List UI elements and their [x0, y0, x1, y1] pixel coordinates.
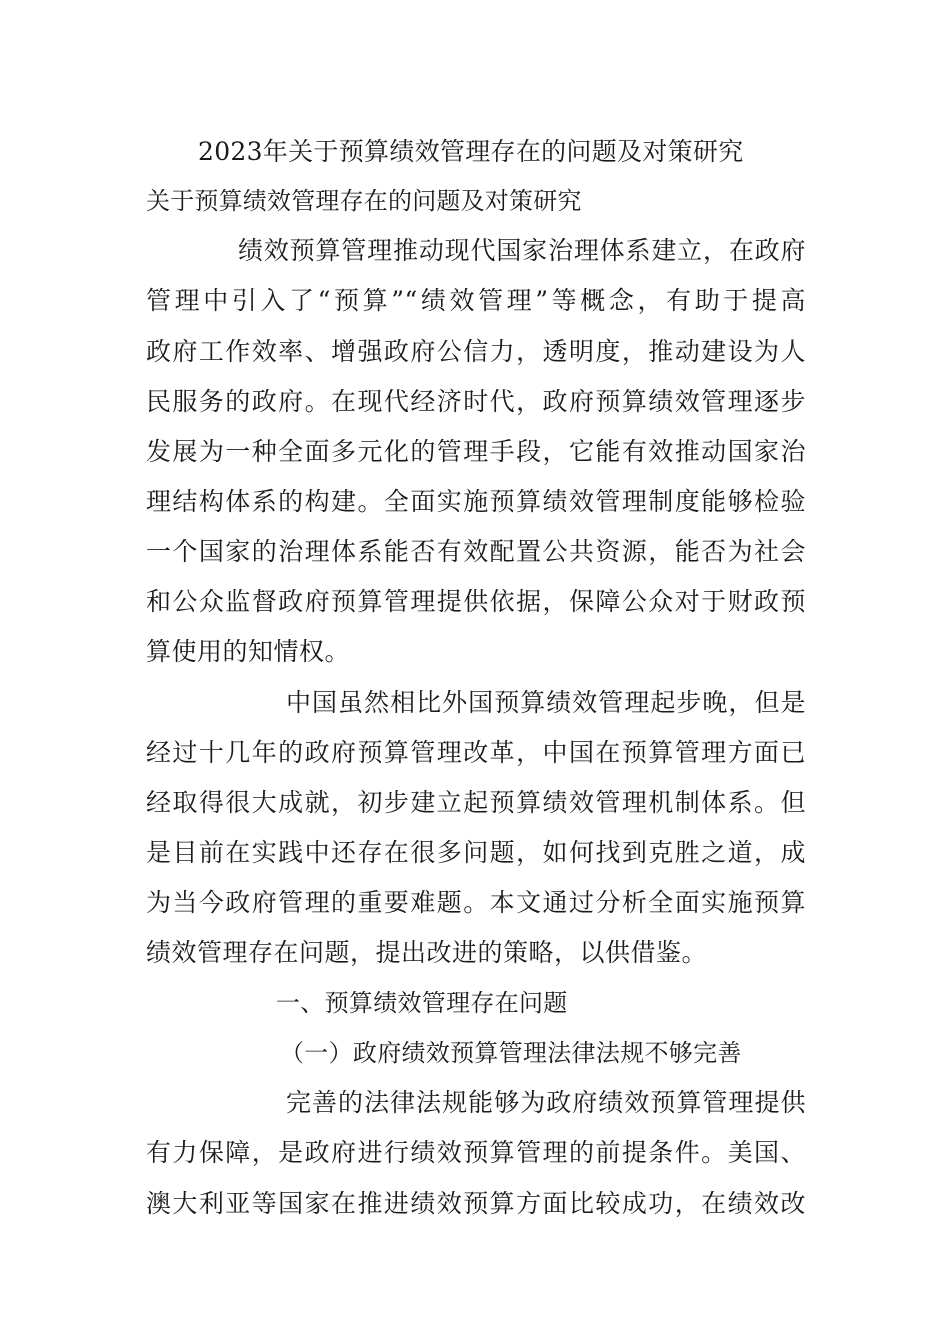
paragraph-1-line-2: 管理中引入了“预算”“绩效管理”等概念，有助于提高	[146, 286, 806, 315]
paragraph-2-line-4: 是目前在实践中还存在很多问题，如何找到克胜之道，成	[146, 838, 806, 867]
paragraph-1-line-8: 和公众监督政府预算管理提供依据，保障公众对于财政预	[146, 587, 806, 616]
paragraph-2-line-5: 为当今政府管理的重要难题。本文通过分析全面实施预算	[146, 888, 806, 917]
section-heading: 一、预算绩效管理存在问题	[276, 989, 568, 1017]
paragraph-2-line-1: 中国虽然相比外国预算绩效管理起步晚，但是	[286, 688, 806, 717]
paragraph-1-line-6: 理结构体系的构建。全面实施预算绩效管理制度能够检验	[146, 487, 806, 516]
subsection-heading: （一）政府绩效预算管理法律法规不够完善	[280, 1039, 742, 1067]
paragraph-3-line-3: 澳大利亚等国家在推进绩效预算方面比较成功，在绩效改	[146, 1189, 806, 1218]
paragraph-2-line-2: 经过十几年的政府预算管理改革，中国在预算管理方面已	[146, 738, 806, 767]
paragraph-3-line-1: 完善的法律法规能够为政府绩效预算管理提供	[286, 1088, 806, 1117]
paragraph-1-line-4: 民服务的政府。在现代经济时代，政府预算绩效管理逐步	[146, 387, 806, 416]
paragraph-1-line-9: 算使用的知情权。	[146, 637, 351, 666]
paragraph-1-line-7: 一个国家的治理体系能否有效配置公共资源，能否为社会	[146, 537, 806, 566]
paragraph-1-line-1: 绩效预算管理推动现代国家治理体系建立，在政府	[238, 236, 806, 265]
paragraph-2-line-6: 绩效管理存在问题，提出改进的策略，以供借鉴。	[146, 938, 708, 967]
document-title: 2023年关于预算绩效管理存在的问题及对策研究	[198, 137, 744, 166]
paragraph-2-line-3: 经取得很大成就，初步建立起预算绩效管理机制体系。但	[146, 788, 806, 817]
paragraph-1-line-3: 政府工作效率、增强政府公信力，透明度，推动建设为人	[146, 337, 806, 366]
paragraph-1-line-5: 发展为一种全面多元化的管理手段，它能有效推动国家治	[146, 437, 806, 466]
paragraph-3-line-2: 有力保障，是政府进行绩效预算管理的前提条件。美国、	[146, 1138, 806, 1167]
document-subtitle: 关于预算绩效管理存在的问题及对策研究	[146, 187, 582, 215]
